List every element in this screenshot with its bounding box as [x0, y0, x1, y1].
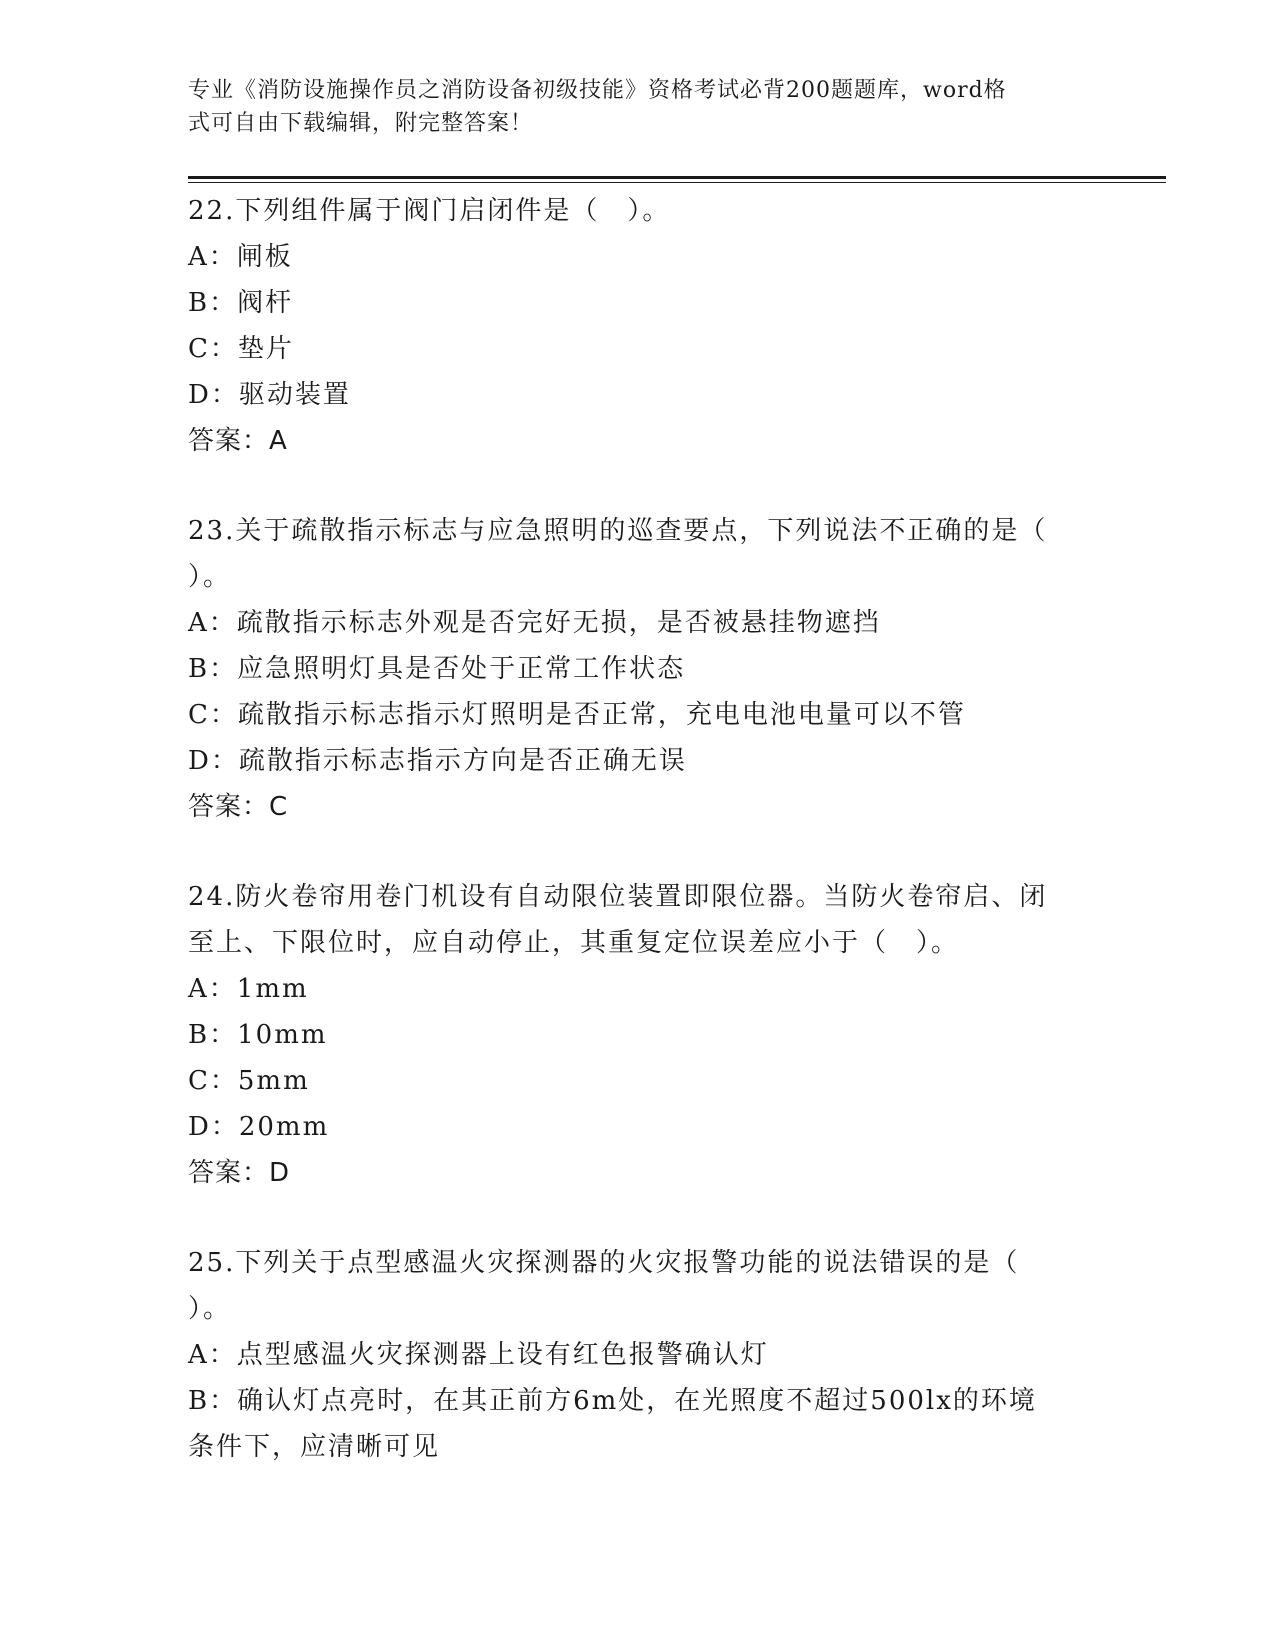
answer-label: 答案：D [188, 1158, 291, 1188]
question-text: 22.下列组件属于阀门启闭件是（ ）。 [188, 196, 671, 226]
question-text-continued: ）。 [188, 562, 232, 592]
header-line-2: 式可自由下载编辑，附完整答案！ [188, 111, 534, 136]
question-25 [188, 1240, 1088, 1470]
question-text: 24.防火卷帘用卷门机设有自动限位装置即限位器。当防火卷帘启、闭 [188, 882, 1048, 912]
question-text: 25.下列关于点型感温火灾探测器的火灾报警功能的说法错误的是（ [188, 1248, 1020, 1278]
question-text-continued: ）。 [188, 1294, 232, 1324]
question-list [188, 188, 1088, 1514]
option-b: B：阀杆 [188, 288, 294, 318]
option-d: D：20mm [188, 1112, 330, 1142]
option-b: B：应急照明灯具是否处于正常工作状态 [188, 654, 686, 684]
header-divider-thin [188, 182, 1166, 183]
question-text-continued: 至上、下限位时，应自动停止，其重复定位误差应小于（ ）。 [188, 928, 960, 958]
question-text: 23.关于疏散指示标志与应急照明的巡查要点，下列说法不正确的是（ [188, 516, 1048, 546]
answer-label: 答案：C [188, 792, 289, 822]
question-24 [188, 874, 1088, 1196]
option-d: D：驱动装置 [188, 380, 351, 410]
answer-label: 答案：A [188, 426, 288, 456]
question-23 [188, 508, 1088, 830]
question-22 [188, 188, 1088, 464]
header-line-1: 专业《消防设施操作员之消防设备初级技能》资格考试必背200题题库，word格 [188, 78, 1007, 103]
option-c: C：垫片 [188, 334, 294, 364]
option-c: C：疏散指示标志指示灯照明是否正常，充电电池电量可以不管 [188, 700, 966, 730]
option-b: B：10mm [188, 1020, 328, 1050]
option-a: A：1mm [188, 974, 309, 1004]
option-a: A：疏散指示标志外观是否完好无损，是否被悬挂物遮挡 [188, 608, 881, 638]
option-a: A：点型感温火灾探测器上设有红色报警确认灯 [188, 1340, 769, 1370]
document-header [188, 74, 1068, 140]
option-c: C：5mm [188, 1066, 310, 1096]
header-divider-thick [188, 176, 1166, 179]
option-a: A：闸板 [188, 242, 293, 272]
option-b-continued: 条件下，应清晰可见 [188, 1432, 441, 1462]
option-d: D：疏散指示标志指示方向是否正确无误 [188, 746, 687, 776]
option-b: B：确认灯点亮时，在其正前方6m处，在光照度不超过500lx的环境 [188, 1386, 1037, 1416]
